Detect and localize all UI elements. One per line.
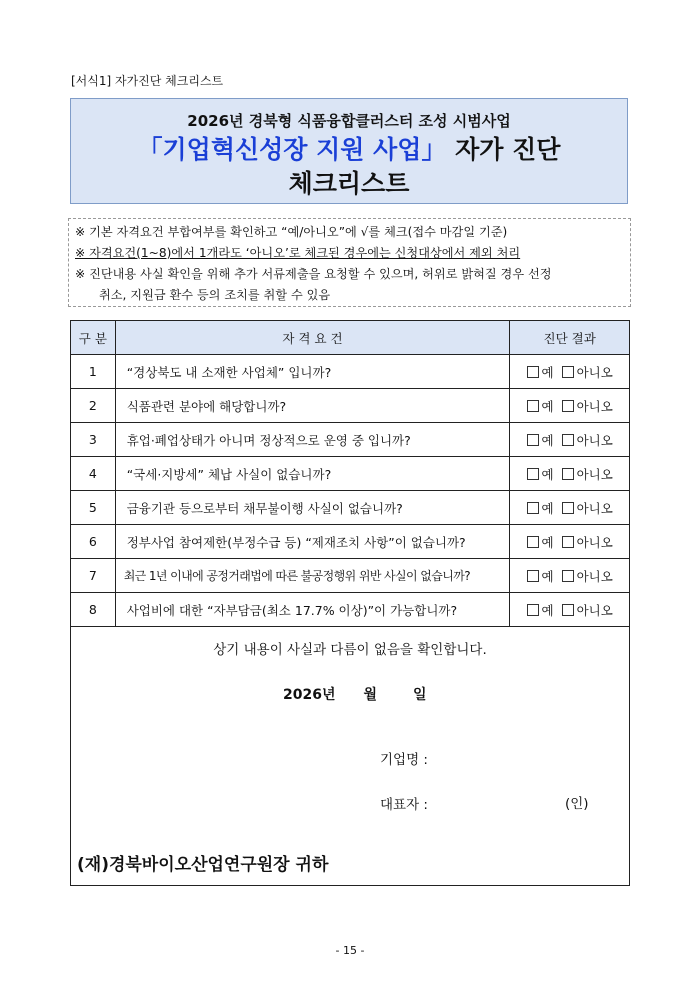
row-result bbox=[510, 423, 630, 457]
no-checkbox[interactable] bbox=[562, 502, 574, 514]
page-number: - 15 - bbox=[335, 944, 365, 957]
row-requirement: 식품관련 분야에 해당합니까? bbox=[115, 389, 510, 423]
row-number: 8 bbox=[71, 593, 116, 627]
yes-label: 예 bbox=[541, 568, 554, 584]
row-result bbox=[510, 491, 630, 525]
seal-label: (인) bbox=[565, 796, 589, 812]
yes-label: 예 bbox=[541, 466, 554, 482]
yes-label: 예 bbox=[541, 432, 554, 448]
notice-line-4: 취소, 지원금 환수 등의 조치를 취할 수 있음 bbox=[99, 288, 331, 302]
addressee: (재)경북바이오산업연구원장 귀하 bbox=[77, 855, 329, 875]
header-result: 진단 결과 bbox=[510, 321, 630, 355]
table-row bbox=[71, 593, 630, 627]
row-requirement: 최근 1년 이내에 공정거래법에 따른 불공정행위 위반 사실이 없습니까? bbox=[115, 559, 510, 593]
row-result bbox=[510, 457, 630, 491]
no-label: 아니오 bbox=[576, 432, 613, 448]
date-day: 일 bbox=[413, 687, 427, 703]
yes-label: 예 bbox=[541, 364, 554, 380]
no-label: 아니오 bbox=[576, 602, 613, 618]
yes-label: 예 bbox=[541, 534, 554, 550]
yes-label: 예 bbox=[541, 602, 554, 618]
company-name-label: 기업명 : bbox=[380, 752, 428, 768]
table-row bbox=[71, 355, 630, 389]
row-result bbox=[510, 559, 630, 593]
table-header-row bbox=[71, 321, 630, 355]
no-label: 아니오 bbox=[576, 398, 613, 414]
yes-label: 예 bbox=[541, 500, 554, 516]
yes-checkbox[interactable] bbox=[527, 400, 539, 412]
title-main-suffix: 자가 진단 bbox=[446, 135, 561, 164]
row-requirement: “경상북도 내 소재한 사업체” 입니까? bbox=[115, 355, 510, 389]
notice-line-3: ※ 진단내용 사실 확인을 위해 추가 서류제출을 요청할 수 있으며, 허위로 밝혀질 경우 선정 bbox=[75, 267, 552, 281]
yes-checkbox[interactable] bbox=[527, 604, 539, 616]
yes-label: 예 bbox=[541, 398, 554, 414]
row-result bbox=[510, 525, 630, 559]
header-requirement: 자 격 요 건 bbox=[115, 321, 510, 355]
row-result bbox=[510, 355, 630, 389]
title-main-line2: 체크리스트 bbox=[288, 169, 410, 198]
row-number: 4 bbox=[71, 457, 116, 491]
row-result bbox=[510, 593, 630, 627]
checklist-table bbox=[70, 320, 630, 627]
yes-checkbox[interactable] bbox=[527, 434, 539, 446]
notice-line-1: ※ 기본 자격요건 부합여부를 확인하고 “예/아니오”에 √를 체크(접수 마감일 기준) bbox=[75, 225, 508, 239]
title-subtitle: 2026년 경북형 식품융합클러스터 조성 시범사업 bbox=[187, 112, 511, 130]
row-number: 7 bbox=[71, 559, 116, 593]
table-row bbox=[71, 457, 630, 491]
row-number: 2 bbox=[71, 389, 116, 423]
table-row bbox=[71, 525, 630, 559]
confirmation-statement: 상기 내용이 사실과 다름이 없음을 확인합니다. bbox=[213, 642, 487, 658]
row-requirement: 정부사업 참여제한(부정수급 등) “제재조치 사항”이 없습니까? bbox=[115, 525, 510, 559]
form-label: [서식1] 자가진단 체크리스트 bbox=[71, 74, 224, 88]
yes-checkbox[interactable] bbox=[527, 468, 539, 480]
row-requirement: “국세·지방세” 체납 사실이 없습니까? bbox=[115, 457, 510, 491]
no-label: 아니오 bbox=[576, 500, 613, 516]
no-checkbox[interactable] bbox=[562, 604, 574, 616]
row-number: 5 bbox=[71, 491, 116, 525]
no-checkbox[interactable] bbox=[562, 400, 574, 412]
confirmation-area bbox=[70, 626, 630, 886]
yes-checkbox[interactable] bbox=[527, 570, 539, 582]
header-number: 구 분 bbox=[71, 321, 116, 355]
date-month: 월 bbox=[363, 687, 378, 703]
no-checkbox[interactable] bbox=[562, 468, 574, 480]
no-checkbox[interactable] bbox=[562, 570, 574, 582]
table-row bbox=[71, 559, 630, 593]
table-row bbox=[71, 491, 630, 525]
row-number: 6 bbox=[71, 525, 116, 559]
table-row bbox=[71, 389, 630, 423]
no-checkbox[interactable] bbox=[562, 434, 574, 446]
row-requirement: 휴업·폐업상태가 아니며 정상적으로 운영 중 입니까? bbox=[115, 423, 510, 457]
title-main bbox=[71, 135, 627, 165]
date-year: 2026년 bbox=[283, 687, 336, 703]
no-label: 아니오 bbox=[576, 466, 613, 482]
row-number: 1 bbox=[71, 355, 116, 389]
no-label: 아니오 bbox=[576, 534, 613, 550]
row-requirement: 금융기관 등으로부터 채무불이행 사실이 없습니까? bbox=[115, 491, 510, 525]
ceo-label: 대표자 : bbox=[380, 797, 428, 813]
no-checkbox[interactable] bbox=[562, 536, 574, 548]
row-requirement: 사업비에 대한 “자부담금(최소 17.7% 이상)”이 가능합니까? bbox=[115, 593, 510, 627]
title-box bbox=[70, 98, 628, 204]
row-number: 3 bbox=[71, 423, 116, 457]
row-result bbox=[510, 389, 630, 423]
yes-checkbox[interactable] bbox=[527, 366, 539, 378]
date-line bbox=[283, 684, 427, 704]
no-checkbox[interactable] bbox=[562, 366, 574, 378]
title-project-name: 「기업혁신성장 지원 사업」 bbox=[137, 135, 447, 164]
no-label: 아니오 bbox=[576, 364, 613, 380]
yes-checkbox[interactable] bbox=[527, 536, 539, 548]
notice-line-2: ※ 자격요건(1~8)에서 1개라도 ‘아니오’로 체크된 경우에는 신청대상에서 제외 처리 bbox=[75, 246, 521, 260]
notice-box bbox=[68, 218, 631, 307]
no-label: 아니오 bbox=[576, 568, 613, 584]
table-row bbox=[71, 423, 630, 457]
yes-checkbox[interactable] bbox=[527, 502, 539, 514]
